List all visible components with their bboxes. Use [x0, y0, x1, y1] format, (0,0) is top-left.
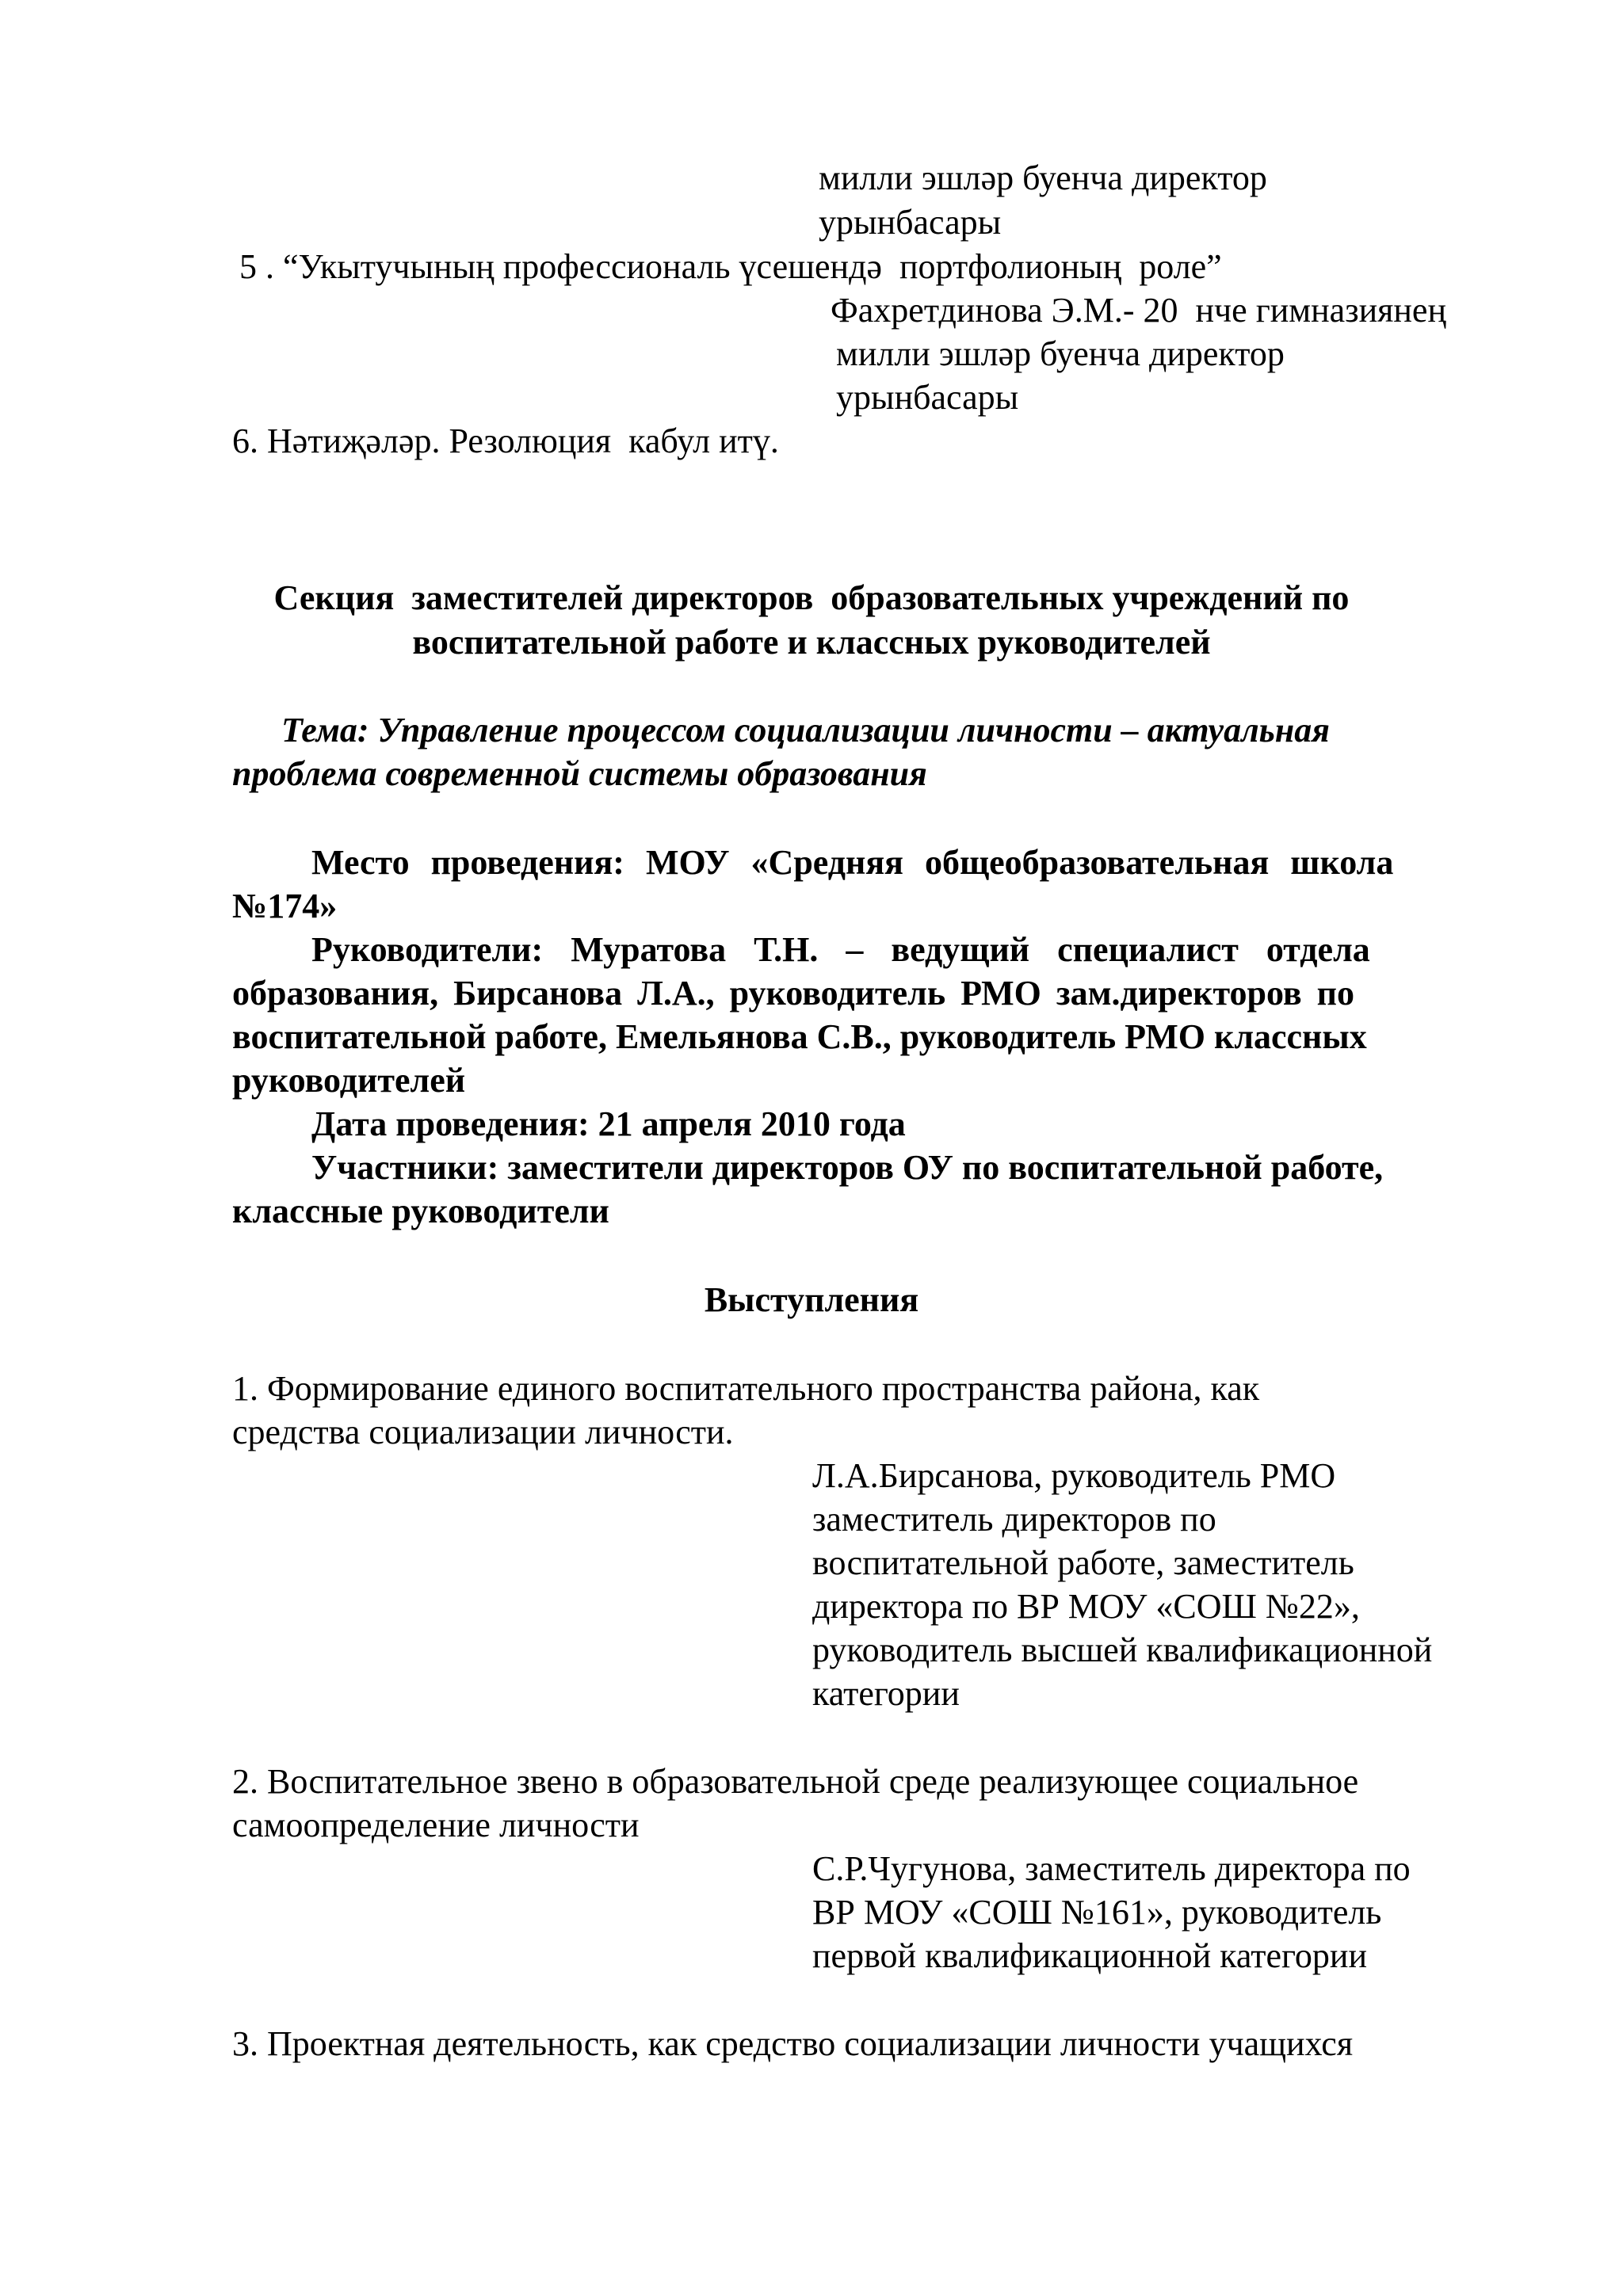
event-date: Дата проведения: 21 апреля 2010 года — [311, 1104, 906, 1143]
leaders: руководителей — [232, 1061, 466, 1100]
speech-item-2-author: первой квалификационной категории — [812, 1936, 1368, 1975]
author-position-line: милли эшләр буенча директор — [819, 158, 1267, 197]
speech-item-1: средства социализации личности. — [232, 1413, 734, 1451]
section-theme: Тема: Управление процессом социализации личности – актуальная — [281, 711, 1330, 749]
speech-item-1-author: воспитательной работе, заместитель — [812, 1543, 1354, 1582]
speech-item-1: 1. Формирование единого воспитательного пространства района, как — [232, 1369, 1260, 1408]
leaders: Руководители: Муратова Т.Н. – ведущий специалист отдела — [311, 930, 1370, 969]
agenda-item-5-author: Фахретдинова Э.М.- 20 нче гимназиянең — [831, 291, 1447, 330]
speech-item-1-author: Л.А.Бирсанова, руководитель РМО — [812, 1456, 1336, 1495]
agenda-item-5: 5 . “Укытучының профессиональ үсешендә портфолионың роле” — [239, 247, 1222, 286]
speech-item-1-author: руководитель высшей квалификационной — [812, 1630, 1433, 1669]
speech-item-2-author: ВР МОУ «СОШ №161», руководитель — [812, 1893, 1382, 1932]
speech-item-2: самоопределение личности — [232, 1806, 640, 1844]
speech-item-1-author: категории — [812, 1674, 960, 1713]
speech-item-1-author: заместитель директоров по — [812, 1500, 1216, 1539]
venue: №174» — [232, 887, 338, 925]
venue: Место проведения: МОУ «Средняя общеобразовательная школа — [311, 843, 1394, 882]
section-theme: проблема современной системы образования — [232, 754, 927, 793]
participants: классные руководители — [232, 1192, 609, 1230]
agenda-item-5-author: милли эшләр буенча директор — [836, 334, 1285, 373]
speech-item-1-author: директора по ВР МОУ «СОШ №22», — [812, 1587, 1360, 1626]
agenda-item-5-author: урынбасары — [836, 378, 1019, 417]
speech-item-2: 2. Воспитательное звено в образовательной среде реализующее социальное — [232, 1762, 1359, 1801]
section-title: воспитательной работе и классных руководителей — [412, 623, 1211, 662]
speeches-heading: Выступления — [704, 1280, 919, 1319]
leaders: образования, Бирсанова Л.А., руководитель РМО зам.директоров по — [232, 974, 1355, 1013]
speech-item-3: 3. Проектная деятельность, как средство социализации личности учащихся — [232, 2024, 1354, 2063]
speech-item-2-author: С.Р.Чугунова, заместитель директора по — [812, 1849, 1411, 1888]
section-title: Секция заместителей директоров образовательных учреждений по — [273, 578, 1350, 617]
agenda-item-6: 6. Нәтиҗәләр. Резолюция кабул итү. — [232, 421, 779, 460]
participants: Участники: заместители директоров ОУ по воспитательной работе, — [311, 1148, 1384, 1187]
leaders: воспитательной работе, Емельянова С.В., руководитель РМО классных — [232, 1017, 1367, 1056]
author-position-line: урынбасары — [819, 203, 1002, 242]
